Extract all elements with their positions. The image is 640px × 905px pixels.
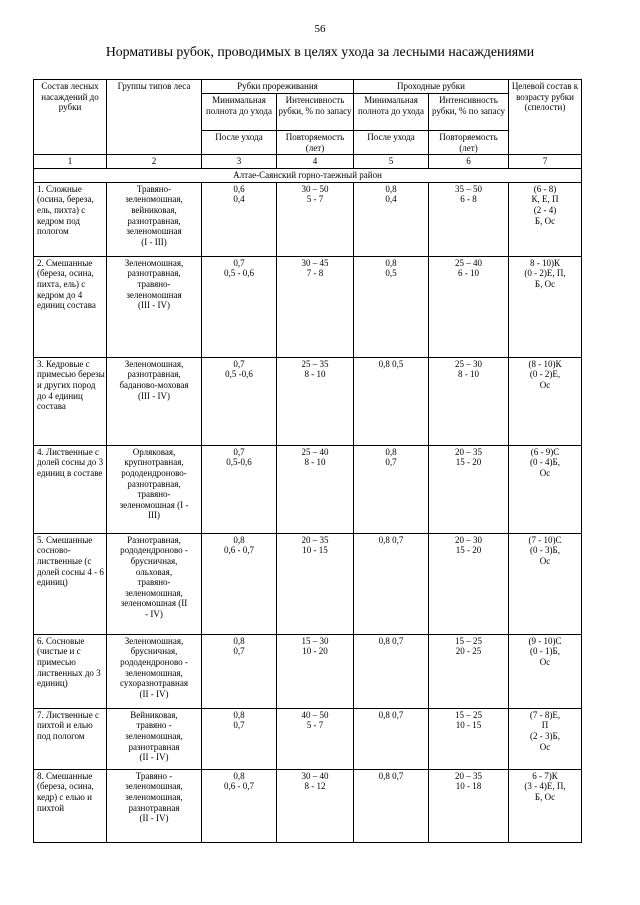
thinning-density-cell-line: 0,7 [233,720,245,731]
table-row [34,357,582,445]
thinning-density-cell-line: 0,4 [233,194,245,205]
forest-groups-cell [107,182,202,256]
target-composition-cell [509,533,582,634]
thinning-intensity-cell-line: 8 - 12 [304,781,326,792]
forest-groups-cell-line: разнотравная [128,802,180,813]
norms-table [33,79,582,843]
target-composition-cell-line: (9 - 10)С [528,635,562,646]
forest-groups-cell-line: брусничная, [130,646,178,657]
thinning-intensity-cell-line: 30 – 40 [301,770,329,781]
thinning-density-cell-line: 0,6 - 0,7 [224,545,254,556]
passage-intensity-cell [429,357,509,445]
forest-groups-cell-line: крупнотравная, [124,457,184,468]
passage-intensity-cell [429,634,509,708]
forest-groups-cell-line: зеленомошная (II [120,598,188,609]
passage-density-cell-line: 0,8 0,7 [378,635,404,646]
header-passage-min-density: Минимальная полнота до ухода [354,94,429,131]
forest-groups-cell-line: Разнотравная, [127,534,181,545]
forest-groups-cell-line: (III - IV) [138,300,170,311]
passage-intensity-cell-line: 6 - 10 [458,268,479,279]
passage-intensity-cell-line: 6 - 8 [460,194,477,205]
passage-density-cell-line: 0,8 0,7 [378,534,404,545]
passage-density-cell-line: 0,8 0,5 [378,358,404,369]
column-number: 3 [202,155,277,169]
page-number: 56 [314,23,326,35]
passage-density-cell [354,769,429,842]
passage-density-cell-line: 0,7 [385,457,397,468]
forest-groups-cell-line: зеленомошная (I - [119,499,189,510]
passage-intensity-cell-line: 35 – 50 [455,183,482,194]
composition-cell: 6. Сосновые (чистые и с примесью лиственных до 3 единиц) [34,634,107,708]
passage-intensity-cell-line: 25 – 40 [455,257,482,268]
header-thinning-repeatability: Повторяемость (лет) [277,131,354,155]
document-title: Нормативы рубок, проводимых в целях ухода за лесными насаждениями [105,44,535,59]
forest-groups-cell-line: Вейниковая, [130,709,178,720]
forest-groups-cell-line: разнотравная, [127,268,181,279]
target-composition-cell-line: (0 - 1)Б, [530,646,560,657]
header-passage: Проходные рубки [354,80,509,94]
region-row [34,168,582,182]
header-thinning-min-density: Минимальная полнота до ухода [202,94,277,131]
forest-groups-cell-line: (I - III) [141,236,167,247]
thinning-intensity-cell-line: 7 - 8 [306,268,324,279]
thinning-density-cell-line: 0,8 [233,534,245,545]
forest-groups-cell-line: III) [148,510,160,521]
thinning-intensity-cell-line: 10 - 20 [302,646,328,657]
forest-groups-cell-line: (III - IV) [138,390,170,401]
forest-groups-cell-line: вейниковая, [131,205,177,216]
header-composition: Состав лесных насаждений до рубки [34,80,107,155]
passage-intensity-cell-line: 10 - 18 [455,781,482,792]
thinning-density-cell-line: 0,7 [233,646,245,657]
forest-groups-cell-line: Травяно - [135,770,173,781]
table-row [34,708,582,769]
forest-groups-cell-line: ольховая, [135,566,173,577]
target-composition-cell-line: К, Е, П [531,194,559,205]
thinning-intensity-cell-line: 15 – 30 [301,635,329,646]
thinning-density-cell [202,357,277,445]
passage-density-cell [354,256,429,357]
forest-groups-cell-line: рододендроново - [120,545,188,556]
target-composition-cell-line: (7 - 10)С [528,534,562,545]
forest-groups-cell-line: - IV) [145,609,163,620]
target-composition-cell [509,634,582,708]
thinning-density-cell [202,445,277,533]
thinning-intensity-cell-line: 40 – 50 [301,709,329,720]
thinning-intensity-cell-line: 25 – 40 [301,446,329,457]
composition-cell: 3. Кедровые с примесью березы и других пород до 4 единиц состава [34,357,107,445]
forest-groups-cell [107,533,202,634]
table-row [34,182,582,256]
forest-groups-cell-line: (II - IV) [139,752,169,763]
header-target: Целевой состав к возрасту рубки (спелости) [509,80,582,155]
forest-groups-cell-line: разнотравная, [127,215,181,226]
passage-density-cell-line: 0,8 [385,446,397,457]
thinning-intensity-cell [277,445,354,533]
thinning-density-cell-line: 0,6 [233,183,245,194]
thinning-intensity-cell-line: 30 – 50 [301,183,329,194]
target-composition-cell-line: Ос [539,657,551,668]
forest-groups-cell-line: Зеленомошная, [124,257,184,268]
column-number: 4 [277,155,354,169]
target-composition-cell-line: (8 - 10)К [528,358,562,369]
passage-density-cell-line: 0,8 [385,183,397,194]
passage-intensity-cell-line: 15 – 25 [455,635,482,646]
thinning-density-cell-line: 0,7 [233,358,245,369]
target-composition-cell-line: (0 - 4)Б, [530,457,560,468]
passage-intensity-cell-line: 15 - 20 [455,545,482,556]
table-row [34,256,582,357]
composition-cell: 2. Смешанные (береза, осина, пихта, ель) с кедром до 4 единиц состава [34,256,107,357]
thinning-intensity-cell-line: 8 - 10 [304,369,326,380]
passage-density-cell-line: 0,8 [385,257,397,268]
thinning-density-cell-line: 0,8 [233,770,245,781]
thinning-density-cell-line: 0,5 -0,6 [225,369,253,380]
forest-groups-cell-line: зеленомошная, [125,792,183,803]
thinning-density-cell-line: 0,5-0,6 [226,457,252,468]
header-thinning-intensity: Интенсивность рубки, % по запасу [277,94,354,131]
forest-groups-cell-line: бадановo-моховая [119,380,189,391]
thinning-intensity-cell [277,769,354,842]
target-composition-cell-line: (3 - 4)Е, П, [524,781,566,792]
target-composition-cell-line: Ос [539,468,551,479]
composition-cell: 5. Смешанные сосново-лиственные (с долей сосны 4 - 6 единиц) [34,533,107,634]
target-composition-cell-line: Б, Ос [534,279,556,290]
passage-density-cell-line: 0,8 0,7 [378,709,404,720]
passage-density-cell [354,357,429,445]
column-number: 6 [429,155,509,169]
thinning-intensity-cell [277,182,354,256]
forest-groups-cell-line: зеленомошная, [125,194,183,205]
target-composition-cell-line: (2 - 3)Б, [530,731,560,742]
thinning-intensity-cell-line: 10 - 15 [302,545,328,556]
header-passage-after-care: После ухода [354,131,429,155]
passage-intensity-cell-line: 20 – 30 [455,534,482,545]
thinning-density-cell-line: 0,8 [233,709,245,720]
passage-intensity-cell-line: 10 - 15 [455,720,482,731]
forest-groups-cell-line: зеленомошная, [125,731,183,742]
forest-groups-cell-line: рододендроново- [121,468,187,479]
target-composition-cell [509,769,582,842]
thinning-density-cell-line: 0,7 [233,257,245,268]
header-passage-intensity: Интенсивность рубки, % по запасу [429,94,509,131]
passage-intensity-cell-line: 15 – 25 [455,709,482,720]
forest-groups-cell [107,256,202,357]
target-composition-cell-line: 6 - 7)К [532,770,558,781]
composition-cell: 4. Лиственные с долей сосны до 3 единиц в составе [34,445,107,533]
thinning-intensity-cell-line: 5 - 7 [306,194,324,205]
passage-density-cell-line: 0,5 [385,268,397,279]
thinning-density-cell-line: 0,8 [233,635,245,646]
forest-groups-cell-line: Зеленомошная, [124,635,184,646]
passage-intensity-cell [429,182,509,256]
forest-groups-cell-line: зеленомошная, [125,667,183,678]
region-title: Алтае-Саянский горно-таежный район [34,168,582,182]
forest-groups-cell-line: травяно- [137,489,171,500]
column-number: 2 [107,155,202,169]
forest-groups-cell-line: Орляковая, [132,446,176,457]
target-composition-cell [509,708,582,769]
column-number: 5 [354,155,429,169]
target-composition-cell-line: Ос [539,741,551,752]
forest-groups-cell [107,769,202,842]
passage-density-cell [354,445,429,533]
passage-density-cell-line: 0,4 [385,194,397,205]
forest-groups-cell-line: Травяно- [136,183,172,194]
forest-groups-cell-line: брусничная, [130,556,178,567]
target-composition-cell-line: Б, Ос [534,215,556,226]
header-forest-groups: Группы типов леса [107,80,202,155]
table-row [34,533,582,634]
passage-intensity-cell-line: 20 – 35 [455,446,482,457]
thinning-density-cell [202,182,277,256]
forest-groups-cell-line: разнотравная [128,741,180,752]
forest-groups-cell-line: травяно- [137,577,171,588]
target-composition-cell-line: (0 - 2)Е, П, [524,268,566,279]
passage-density-cell [354,182,429,256]
thinning-intensity-cell-line: 5 - 7 [306,720,324,731]
target-composition-cell-line: Б, Ос [534,792,556,803]
table-row [34,634,582,708]
thinning-intensity-cell [277,533,354,634]
forest-groups-cell-line: разнотравная, [127,369,181,380]
thinning-density-cell [202,634,277,708]
forest-groups-cell [107,708,202,769]
table-row [34,769,582,842]
passage-intensity-cell [429,445,509,533]
forest-groups-cell-line: Зеленомошная, [124,358,184,369]
target-composition-cell-line: 8 - 10)К [530,257,560,268]
target-composition-cell-line: Ос [539,556,551,567]
passage-intensity-cell [429,708,509,769]
header-row-1 [34,80,582,94]
thinning-density-cell-line: 0,5 - 0,6 [224,268,254,279]
thinning-intensity-cell [277,708,354,769]
passage-density-cell [354,708,429,769]
target-composition-cell-line: Ос [539,380,551,391]
thinning-density-cell [202,708,277,769]
forest-groups-cell [107,445,202,533]
target-composition-cell-line: (7 - 8)Е, [529,709,561,720]
forest-groups-cell-line: зеленомошная, [125,587,183,598]
forest-groups-cell-line: рододендроново - [120,657,188,668]
passage-intensity-cell-line: 8 - 10 [458,369,479,380]
thinning-intensity-cell-line: 25 – 35 [301,358,329,369]
composition-cell: 7. Лиственные с пихтой и елью под пологом [34,708,107,769]
forest-groups-cell-line: травяно - [136,720,172,731]
forest-groups-cell-line: зеленомошная, [125,781,183,792]
forest-groups-cell-line: (II - IV) [139,688,169,699]
passage-intensity-cell [429,769,509,842]
passage-density-cell-line: 0,8 0,7 [378,770,404,781]
target-composition-cell-line: (0 - 3)Б, [530,545,560,556]
thinning-intensity-cell [277,634,354,708]
thinning-intensity-cell-line: 8 - 10 [304,457,326,468]
thinning-intensity-cell-line: 30 – 45 [301,257,329,268]
table-row [34,445,582,533]
passage-density-cell [354,533,429,634]
passage-intensity-cell [429,533,509,634]
thinning-density-cell-line: 0,6 - 0,7 [224,781,254,792]
thinning-density-cell [202,533,277,634]
passage-intensity-cell-line: 15 - 20 [455,457,482,468]
forest-groups-cell-line: зеленомошная [126,289,182,300]
target-composition-cell [509,357,582,445]
composition-cell: 1. Сложные (осина, береза, ель, пихта) с кедром под пологом [34,182,107,256]
target-composition-cell-line: (6 - 9)С [530,446,560,457]
header-thinning-after-care: После ухода [202,131,277,155]
header-passage-repeatability: Повторяемость (лет) [429,131,509,155]
forest-groups-cell-line: травяно- [137,279,171,290]
forest-groups-cell-line: сухоразнотравная [119,678,189,689]
column-number: 1 [34,155,107,169]
forest-groups-cell-line: разнотравная, [127,478,181,489]
column-number: 7 [509,155,582,169]
target-composition-cell-line: (6 - 8) [533,183,557,194]
composition-cell: 8. Смешанные (береза, осина, кедр) с елью и пихтой [34,769,107,842]
target-composition-cell [509,256,582,357]
target-composition-cell-line: (0 - 2)Е, [529,369,561,380]
forest-groups-cell-line: (II - IV) [139,813,169,824]
passage-intensity-cell-line: 20 - 25 [455,646,482,657]
target-composition-cell [509,445,582,533]
passage-density-cell [354,634,429,708]
passage-intensity-cell [429,256,509,357]
target-composition-cell [509,182,582,256]
thinning-intensity-cell [277,357,354,445]
passage-intensity-cell-line: 25 – 30 [455,358,482,369]
thinning-intensity-cell-line: 20 – 35 [301,534,329,545]
forest-groups-cell-line: зеленомошная [126,226,182,237]
target-composition-cell-line: П [541,720,549,731]
header-thinning: Рубки прореживания [202,80,354,94]
thinning-density-cell [202,769,277,842]
thinning-intensity-cell [277,256,354,357]
column-number-row [34,155,582,169]
target-composition-cell-line: (2 - 4) [533,205,557,216]
forest-groups-cell [107,634,202,708]
thinning-density-cell-line: 0,7 [233,446,245,457]
forest-groups-cell [107,357,202,445]
thinning-density-cell [202,256,277,357]
passage-intensity-cell-line: 20 – 35 [455,770,482,781]
